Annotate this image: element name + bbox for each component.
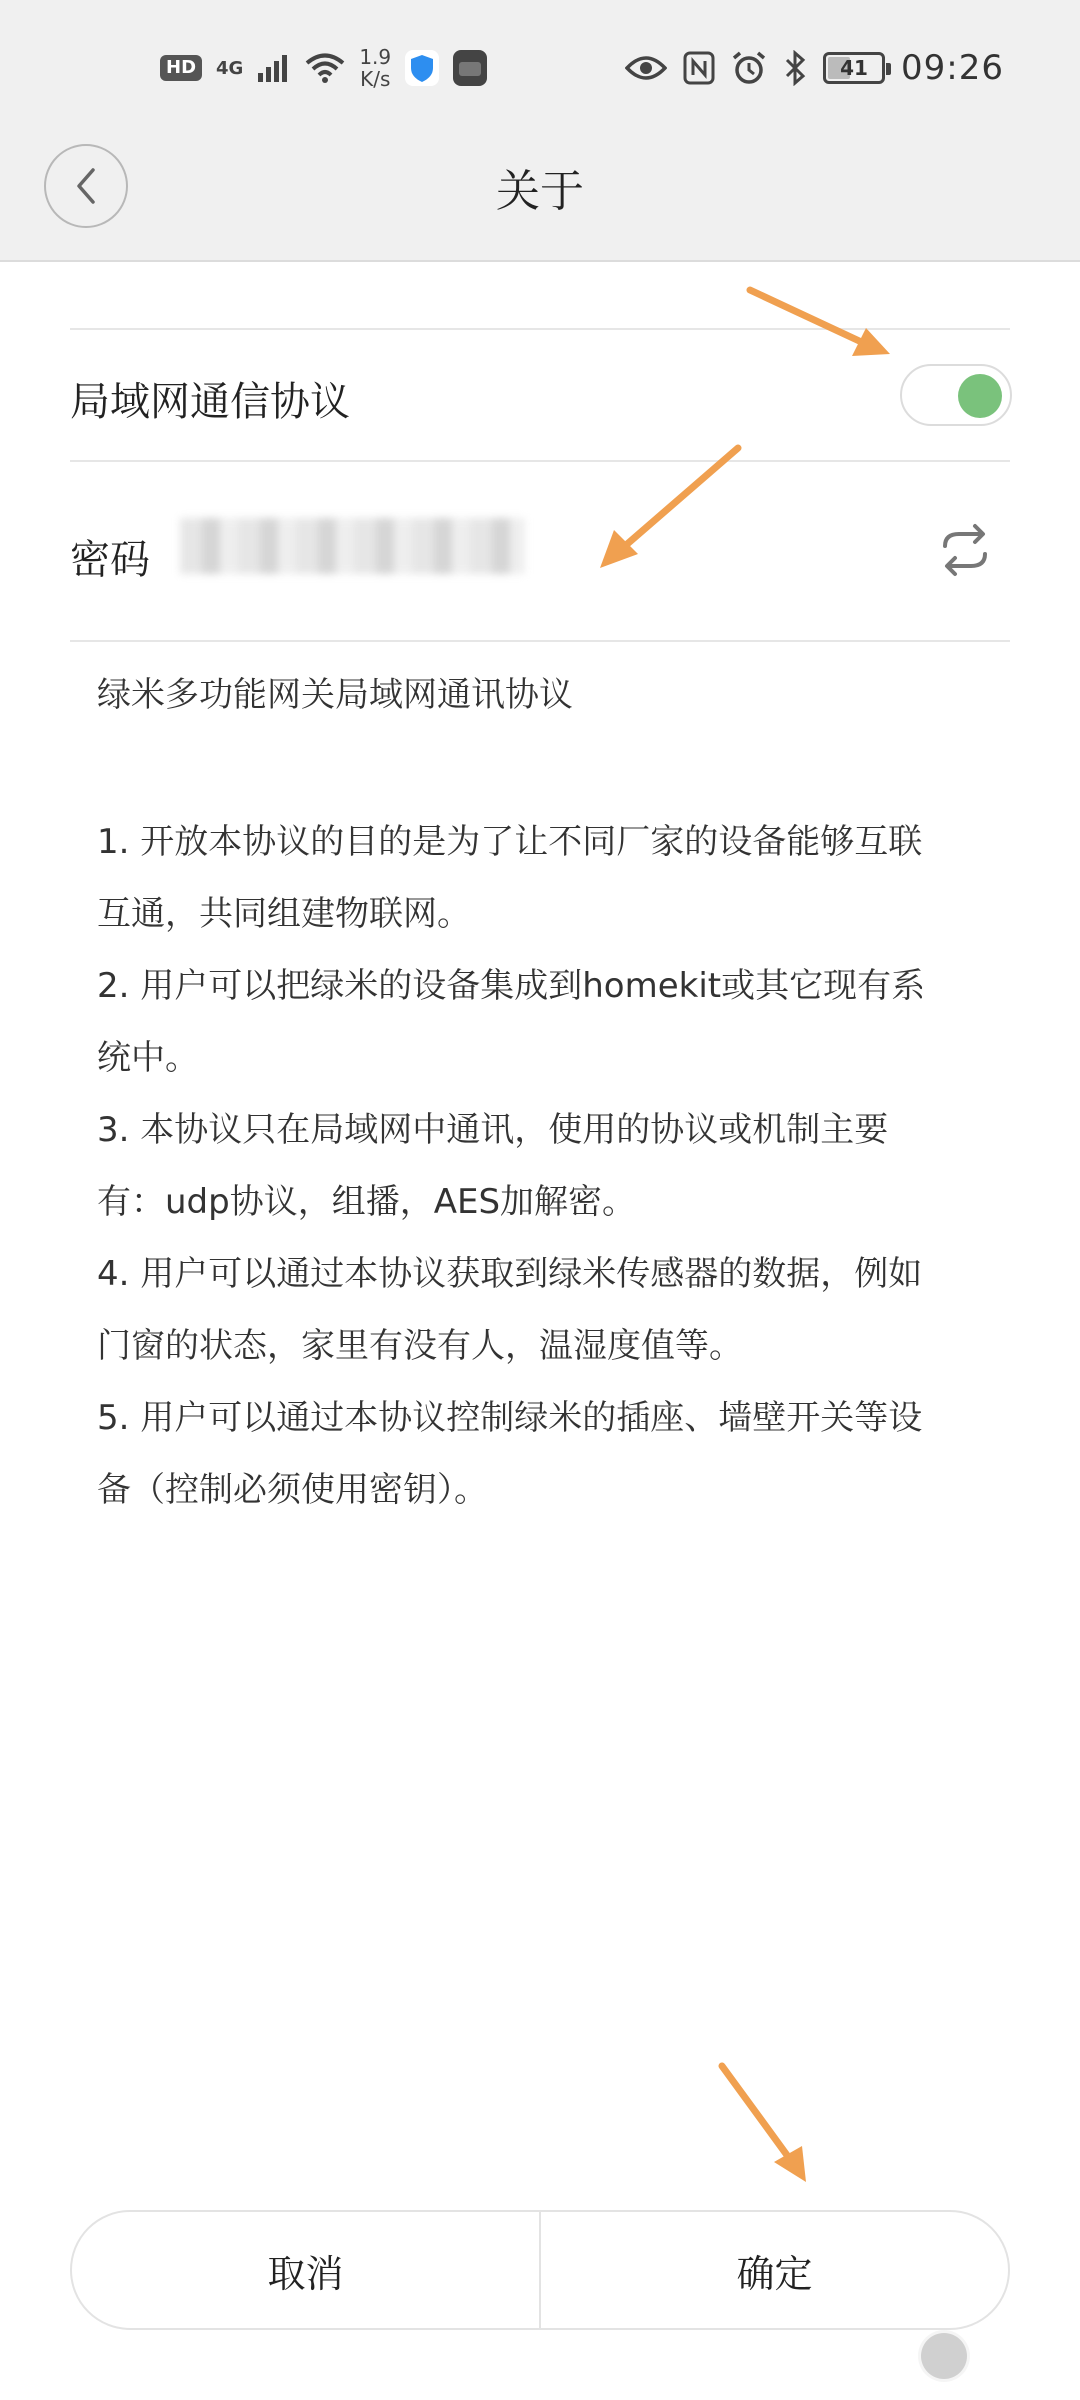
confirm-button[interactable]: 确定 xyxy=(541,2212,1008,2328)
speed-value: 1.9 xyxy=(359,45,392,69)
password-value-blurred[interactable] xyxy=(180,518,525,574)
watermark-logo-icon xyxy=(918,2330,970,2382)
protocol-description-title: 绿米多功能网关局域网通讯协议 xyxy=(97,675,573,715)
status-left xyxy=(160,38,487,98)
eye-icon xyxy=(625,54,667,82)
network-type: 4G xyxy=(216,57,244,79)
wifi-icon xyxy=(305,52,345,84)
status-bar xyxy=(0,38,1080,98)
lan-protocol-label: 局域网通信协议 xyxy=(70,379,350,425)
divider xyxy=(70,460,1010,462)
dialog-button-bar xyxy=(70,2210,1010,2330)
status-right xyxy=(625,38,1004,98)
lan-protocol-toggle[interactable] xyxy=(900,364,1012,426)
alarm-icon xyxy=(731,50,767,86)
annotation-arrow-password-icon xyxy=(590,440,750,580)
battery-icon xyxy=(823,52,885,84)
refresh-icon xyxy=(935,522,995,578)
page-title: 关于 xyxy=(496,166,584,217)
list-item: 3. 本协议只在局域网中通讯，使用的协议或机制主要 有：udp协议，组播，AES加解密。 xyxy=(97,1110,889,1222)
list-item: 5. 用户可以通过本协议控制绿米的插座、墙壁开关等设 备（控制必须使用密钥）。 xyxy=(97,1398,923,1510)
shield-app-icon xyxy=(405,50,439,86)
list-item: 2. 用户可以把绿米的设备集成到homekit或其它现有系 统中。 xyxy=(97,966,926,1078)
clock: 09:26 xyxy=(901,48,1004,88)
network-speed xyxy=(359,46,391,90)
watermark xyxy=(918,2330,1062,2382)
toggle-knob xyxy=(958,374,1002,418)
nfc-icon xyxy=(683,51,715,85)
cancel-button[interactable]: 取消 xyxy=(72,2212,539,2328)
hd-badge: HD xyxy=(160,55,202,81)
huawei-app-icon xyxy=(453,50,487,86)
protocol-description-list xyxy=(97,806,997,1526)
password-label: 密码 xyxy=(70,537,150,583)
watermark-text: 路由器 xyxy=(977,2341,1062,2374)
divider xyxy=(70,640,1010,642)
annotation-arrow-confirm-icon xyxy=(710,2058,820,2188)
list-item: 4. 用户可以通过本协议获取到绿米传感器的数据，例如 门窗的状态，家里有没有人，温湿度值等。 xyxy=(97,1254,923,1366)
refresh-password-button[interactable] xyxy=(935,522,995,578)
annotation-arrow-toggle-icon xyxy=(740,280,900,360)
list-item: 1. 开放本协议的目的是为了让不同厂家的设备能够互联 互通，共同组建物联网。 xyxy=(97,822,923,934)
bluetooth-icon xyxy=(783,50,807,86)
battery-level: 41 xyxy=(840,56,868,80)
speed-unit: K/s xyxy=(360,67,391,91)
signal-icon xyxy=(257,53,291,83)
